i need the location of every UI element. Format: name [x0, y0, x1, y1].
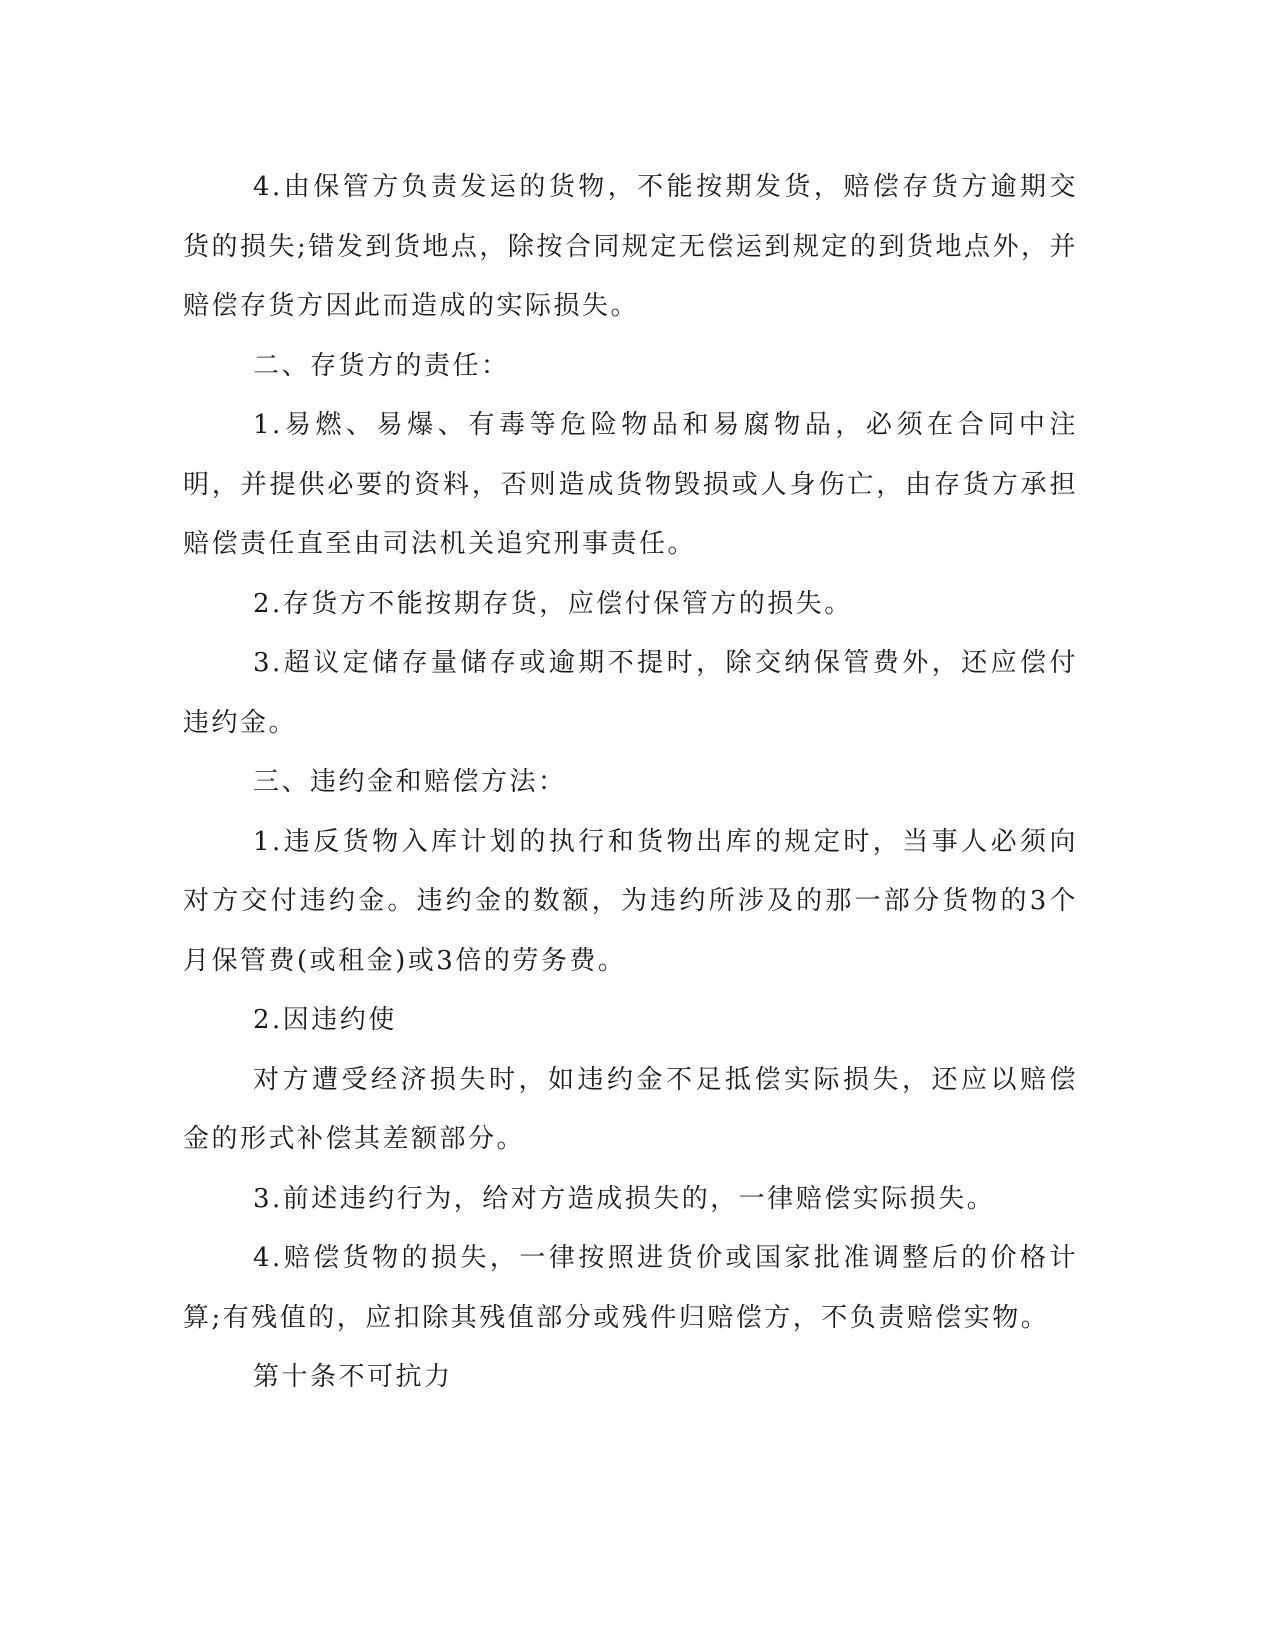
paragraph-delivery-liability: 4.由保管方负责发运的货物，不能按期发货，赔偿存货方逾期交货的损失;错发到货地点，除按合同规定无偿运到规定的到货地点外，并赔偿存货方因此而造成的实际损失。 — [183, 172, 1078, 321]
heading-depositor-liability: 二、存货方的责任： — [253, 350, 510, 381]
paragraph-penalty-amount: 1.违反货物入库计划的执行和货物出库的规定时，当事人必须向对方交付违约金。违约金的数额，为违约所涉及的那一部分货物的3个月保管费(或租金)或3倍的劳务费。 — [183, 826, 1078, 976]
paragraph-late-deposit: 2.存货方不能按期存货，应偿付保管方的损失。 — [253, 588, 853, 619]
paragraph-excess-storage: 3.超议定储存量储存或逾期不提时，除交纳保管费外，还应偿付违约金。 — [183, 648, 1078, 738]
paragraph-breach-fragment: 2.因违约使 — [253, 1005, 397, 1035]
heading-force-majeure: 第十条不可抗力 — [253, 1362, 453, 1392]
paragraph-dangerous-goods: 1.易燃、易爆、有毒等危险物品和易腐物品，必须在合同中注明，并提供必要的资料，否则造成货物毁损或人身伤亡，由存货方承担赔偿责任直至由司法机关追究刑事责任。 — [183, 410, 1078, 559]
paragraph-goods-valuation: 4.赔偿货物的损失，一律按照进货价或国家批准调整后的价格计算;有残值的，应扣除其残值部分或残件归赔偿方，不负责赔偿实物。 — [183, 1243, 1078, 1333]
heading-penalty-compensation: 三、违约金和赔偿方法： — [253, 767, 567, 797]
document-body — [183, 158, 1078, 1408]
paragraph-actual-loss: 3.前述违约行为，给对方造成损失的，一律赔偿实际损失。 — [253, 1183, 996, 1214]
paragraph-compensation-difference: 对方遭受经济损失时，如违约金不足抵偿实际损失，还应以赔偿金的形式补偿其差额部分。 — [183, 1064, 1078, 1154]
